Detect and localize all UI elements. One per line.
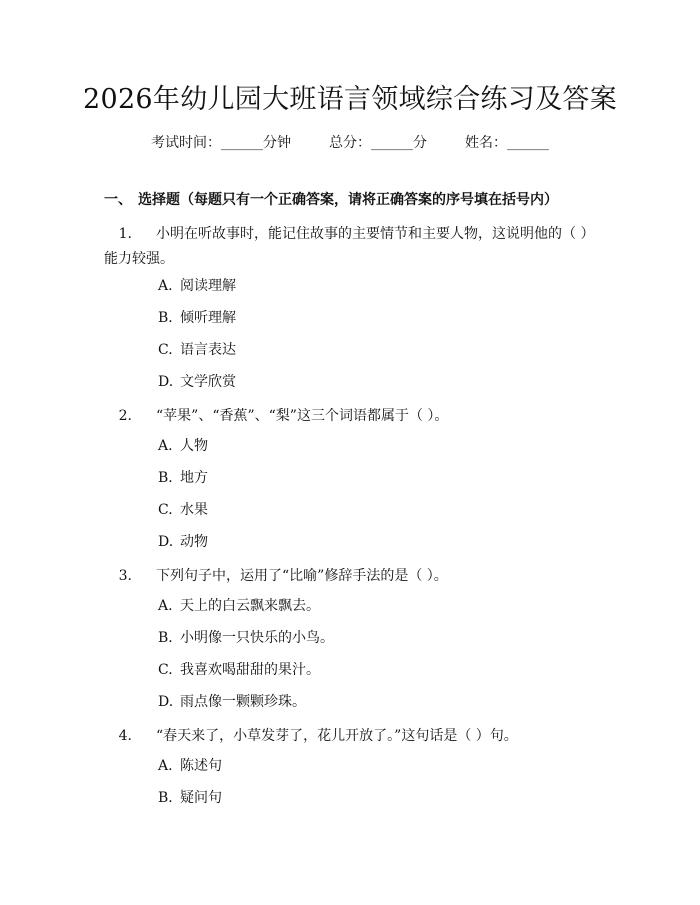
page-title: 2026年幼儿园大班语言领域综合练习及答案 [82,84,617,115]
exam-score: 总分：______分 [329,135,427,151]
question-number: 4. [118,728,132,744]
option-letter: A. [158,598,173,614]
section-heading [104,190,558,210]
option-text: 陈述句 [180,758,222,774]
option-letter: B. [158,790,173,806]
option-letter: C. [158,662,173,678]
option-letter: C. [158,502,173,518]
option-letter: A. [158,438,173,454]
question-number: 1. [118,226,132,242]
question-1-option-b [158,308,236,328]
option-text: 动物 [180,534,208,550]
question-2-option-d [158,532,208,552]
question-4 [104,724,596,749]
option-text: 疑问句 [180,790,222,806]
option-letter: A. [158,278,173,294]
option-text: 雨点像一颗颗珍珠。 [180,694,306,710]
question-3 [104,564,596,589]
option-text: 人物 [180,438,208,454]
question-number: 2. [118,408,132,424]
exam-meta [0,133,700,153]
option-text: 小明像一只快乐的小鸟。 [180,630,334,646]
question-1-option-d [158,372,236,392]
question-2-option-b [158,468,208,488]
question-2-option-a [158,436,208,456]
question-1-option-c [158,340,236,360]
option-text: 水果 [180,502,208,518]
question-text: 小明在听故事时，能记住故事的主要情节和主要人物，这说明他的（ ）能力较强。 [104,226,595,267]
option-letter: C. [158,342,173,358]
question-text: “春天来了，小草发芽了，花儿开放了。”这句话是（ ）句。 [156,728,518,744]
question-text: “苹果”、“香蕉”、“梨”这三个词语都属于（ ）。 [156,408,449,424]
question-number: 3. [118,568,132,584]
option-text: 文学欣赏 [180,374,236,390]
option-letter: B. [158,470,173,486]
option-letter: B. [158,630,173,646]
option-letter: A. [158,758,173,774]
question-1-option-a [158,276,236,296]
option-letter: D. [158,534,174,550]
option-text: 地方 [180,470,208,486]
option-letter: B. [158,310,173,326]
exam-time: 考试时间：______分钟 [151,135,291,151]
exam-name: 姓名：______ [465,135,549,151]
option-text: 我喜欢喝甜甜的果汁。 [180,662,320,678]
question-1 [104,222,596,272]
option-text: 倾听理解 [180,310,236,326]
option-text: 天上的白云飘来飘去。 [180,598,320,614]
question-3-option-d [158,692,306,712]
question-2 [104,404,596,429]
question-4-option-a [158,756,222,776]
question-text: 下列句子中，运用了“比喻”修辞手法的是（ ）。 [156,568,448,584]
question-3-option-b [158,628,334,648]
question-3-option-c [158,660,320,680]
question-2-option-c [158,500,208,520]
section-number: 一、 [104,192,132,208]
option-letter: D. [158,694,174,710]
question-4-option-b [158,788,222,808]
question-3-option-a [158,596,320,616]
option-text: 语言表达 [180,342,236,358]
option-letter: D. [158,374,174,390]
option-text: 阅读理解 [180,278,236,294]
section-title: 选择题（每题只有一个正确答案，请将正确答案的序号填在括号内） [138,192,558,208]
